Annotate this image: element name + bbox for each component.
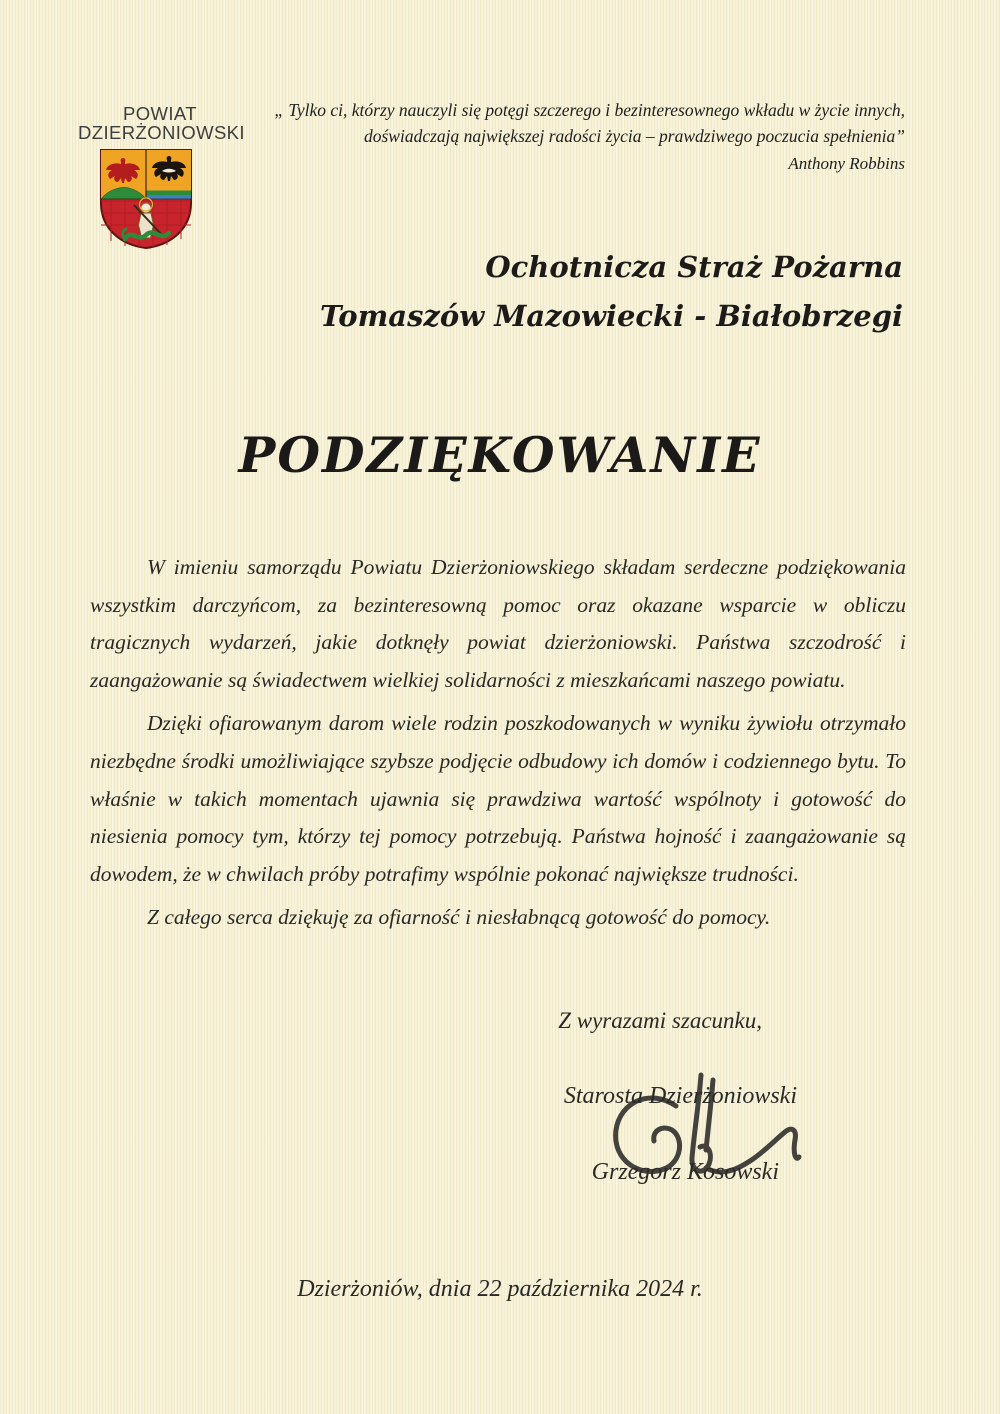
recipient-line1: Ochotnicza Straż Pożarna xyxy=(485,250,903,284)
motto-quote xyxy=(185,97,905,177)
quote-line2: doświadczają największej radości życia – prawdziwego poczucia spełnienia” xyxy=(363,126,905,146)
quote-line1: „ Tylko ci, którzy nauczyli się potęgi szczerego i bezinteresownego wkładu w życie innych, xyxy=(274,100,905,120)
organization-name-line1: POWIAT xyxy=(123,103,197,124)
coat-of-arms-icon xyxy=(98,147,194,251)
paragraph-2: Dzięki ofiarowanym darom wiele rodzin poszkodowanych w wyniku żywiołu otrzymało niezbędne środki umożliwiające szybsze podjęcie odbudowy ich domów i codziennego bytu. To właśnie w takich momentach ujawnia się prawdziwa wartość wspólnoty i gotowość do niesienia pomocy tym, którzy tej pomocy potrzebują. Państwa hojność i zaangażowanie są dowodem, że w chwilach próby potrafimy wspólnie pokonać największe trudności. xyxy=(90,711,906,886)
quote-author: Anthony Robbins xyxy=(788,154,905,173)
paragraph-3: Z całego serca dziękuję za ofiarność i niesłabnącą gotowość do pomocy. xyxy=(147,905,771,930)
organization-name-line2: DZIERŻONIOWSKI xyxy=(78,122,245,143)
closing-salutation: Z wyrazami szacunku, xyxy=(558,1008,762,1033)
signer-title: Starosta Dzierżoniowski xyxy=(563,1083,797,1109)
place-and-date: Dzierżoniów, dnia 22 października 2024 r. xyxy=(297,1276,703,1302)
recipient-block xyxy=(320,243,903,341)
paragraph-1: W imieniu samorządu Powiatu Dzierżoniowskiego składam serdeczne podziękowania wszystkim darczyńcom, za bezinteresowną pomoc oraz okazane wsparcie w obliczu tragicznych wydarzeń, jakie dotknęły powiat dzierżoniowski. Państwa szczodrość i zaangażowanie są świadectwem wielkiej solidarności z mieszkańcami naszego powiatu. xyxy=(90,555,906,692)
page-title: PODZIĘKOWANIE xyxy=(238,426,762,484)
signer-name: Grzegorz Kosowski xyxy=(591,1159,779,1185)
handwritten-signature xyxy=(588,1072,816,1192)
recipient-line2: Tomaszów Mazowiecki - Białobrzegi xyxy=(320,299,903,333)
letter-body xyxy=(90,549,906,937)
